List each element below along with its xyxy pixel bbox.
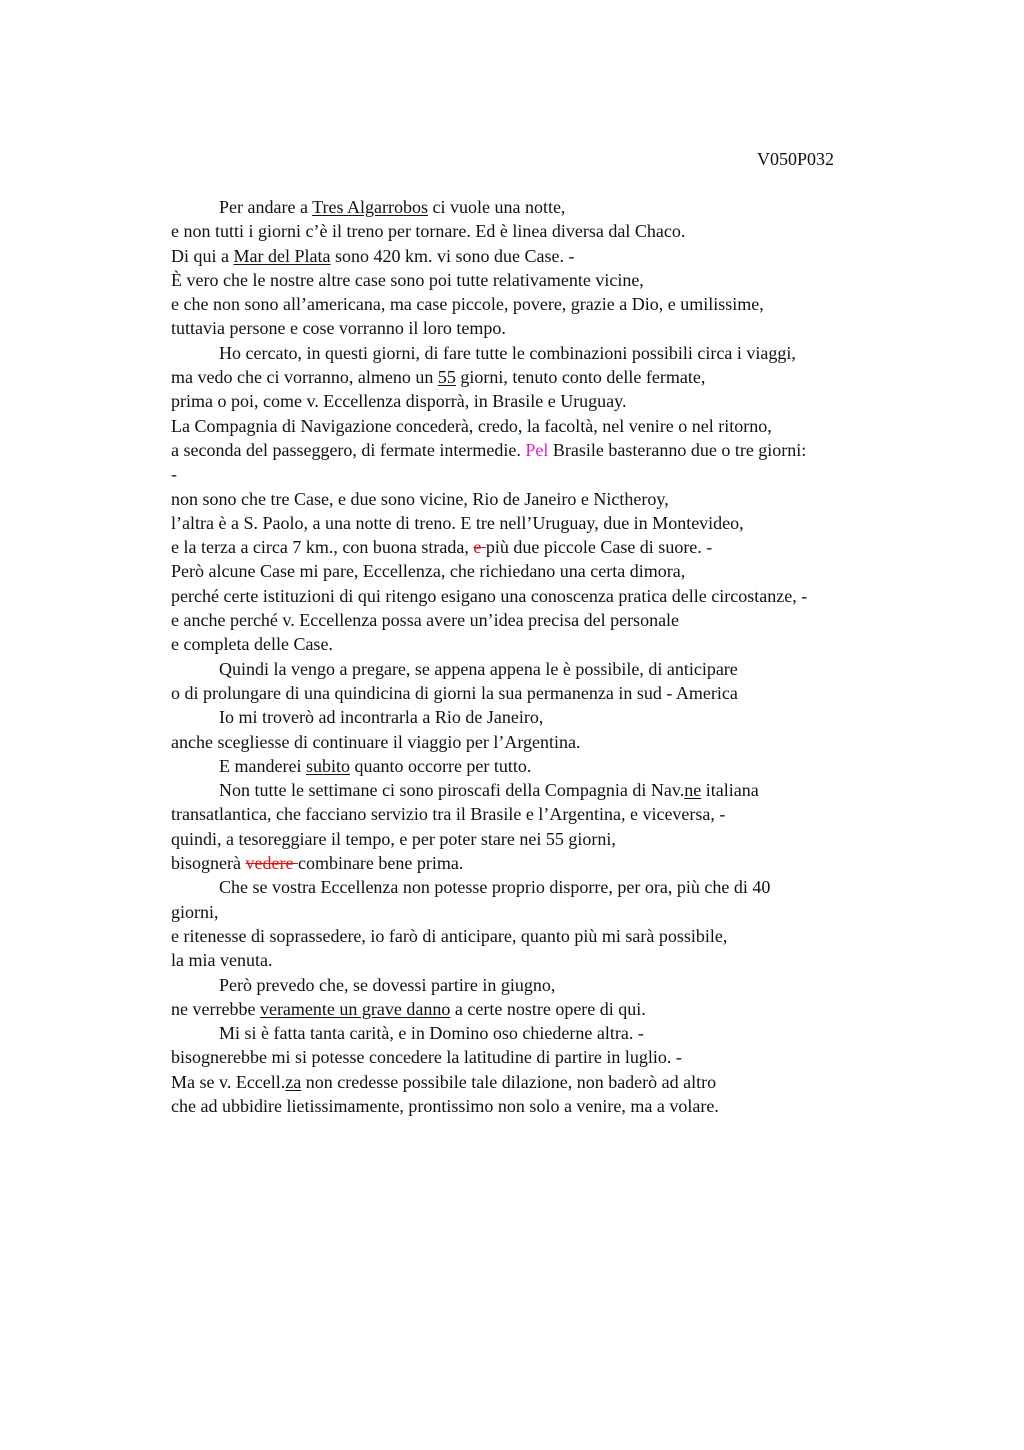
text-line: e che non sono all’americana, ma case piccole, povere, grazie a Dio, e umilissime, xyxy=(171,294,764,315)
text-line: l’altra è a S. Paolo, a una notte di treno. E tre nell’Uruguay, due in Montevideo, xyxy=(171,512,744,533)
letter-body xyxy=(171,195,911,1118)
text-line: giorni, xyxy=(171,901,219,922)
text-line: È vero che le nostre altre case sono poi tutte relativamente vicine, xyxy=(171,269,644,290)
text-line: anche scegliesse di continuare il viaggio per l’Argentina. xyxy=(171,731,581,752)
text-line: Però alcune Case mi pare, Eccellenza, che richiedano una certa dimora, xyxy=(171,561,686,582)
text-line: Per andare a Tres Algarrobos ci vuole una notte, xyxy=(219,197,566,217)
text-line: Ho cercato, in questi giorni, di fare tutte le combinazioni possibili circa i viaggi, xyxy=(219,342,796,363)
text-line: e anche perché v. Eccellenza possa avere un’idea precisa del personale xyxy=(171,610,680,631)
text-line: che ad ubbidire lietissimamente, prontissimo non solo a venire, ma a volare. xyxy=(171,1095,719,1116)
text-line: e non tutti i giorni c’è il treno per tornare. Ed è linea diversa dal Chaco. xyxy=(171,221,686,242)
text-line: Non tutte le settimane ci sono piroscafi della Compagnia di Nav.ne italiana xyxy=(219,780,759,801)
text-line: e la terza a circa 7 km., con buona strada, e più due piccole Case di suore. - xyxy=(171,537,713,558)
text-line: Però prevedo che, se dovessi partire in giugno, xyxy=(219,974,556,995)
deleted-text: e xyxy=(473,537,486,558)
text-line: bisognerà vedere combinare bene prima. xyxy=(171,853,464,874)
text-line: non sono che tre Case, e due sono vicine, Rio de Janeiro e Nictheroy, xyxy=(171,488,669,509)
underlined-place-name: Mar del Plata xyxy=(233,245,331,266)
text-line: o di prolungare di una quindicina di giorni la sua permanenza in sud - America xyxy=(171,682,738,703)
text-line: tuttavia persone e cose vorranno il loro tempo. xyxy=(171,318,506,339)
underlined-number: 55 xyxy=(437,367,456,388)
underlined-abbreviation: za xyxy=(285,1071,302,1092)
text-line: a seconda del passeggero, di fermate intermedie. Pel Brasile basteranno due o tre giorni: xyxy=(171,439,807,460)
text-line: quindi, a tesoreggiare il tempo, e per poter stare nei 55 giorni, xyxy=(171,828,616,849)
document-id: V050P032 xyxy=(757,149,835,169)
underlined-word: subito xyxy=(305,755,350,776)
text-line: - xyxy=(171,464,177,485)
text-line: ne verrebbe veramente un grave danno a certe nostre opere di qui. xyxy=(171,998,646,1019)
text-line: E manderei subito quanto occorre per tutto. xyxy=(219,755,532,776)
text-line: Quindi la vengo a pregare, se appena appena le è possibile, di anticipare xyxy=(219,658,738,679)
text-line: perché certe istituzioni di qui ritengo esigano una conoscenza pratica delle circostanze, - xyxy=(171,585,808,606)
underlined-place-name: Tres Algarrobos xyxy=(312,197,428,217)
text-line: Che se vostra Eccellenza non potesse proprio disporre, per ora, più che di 40 xyxy=(219,877,771,898)
text-line: Di qui a Mar del Plata sono 420 km. vi sono due Case. - xyxy=(171,245,575,266)
underlined-abbreviation: ne xyxy=(684,780,702,801)
text-line: prima o poi, come v. Eccellenza disporrà, in Brasile e Uruguay. xyxy=(171,391,627,412)
text-line: La Compagnia di Navigazione concederà, credo, la facoltà, nel venire o nel ritorno, xyxy=(171,415,772,436)
text-line: ma vedo che ci vorranno, almeno un 55 giorni, tenuto conto delle fermate, xyxy=(171,367,706,388)
underlined-phrase: veramente un grave danno xyxy=(259,998,451,1019)
text-line: transatlantica, che facciano servizio tra il Brasile e l’Argentina, e viceversa, - xyxy=(171,804,726,825)
highlighted-word: Pel xyxy=(525,439,549,460)
text-line: Mi si è fatta tanta carità, e in Domino oso chiederne altra. - xyxy=(219,1023,644,1044)
text-line: e ritenesse di soprassedere, io farò di anticipare, quanto più mi sarà possibile, xyxy=(171,925,728,946)
text-line: bisognerebbe mi si potesse concedere la latitudine di partire in luglio. - xyxy=(171,1047,682,1068)
deleted-text: vedere xyxy=(245,853,298,874)
text-line: Ma se v. Eccell.za non credesse possibile tale dilazione, non baderò ad altro xyxy=(171,1071,717,1092)
text-line: e completa delle Case. xyxy=(171,634,333,655)
text-line: la mia venuta. xyxy=(171,950,273,971)
text-line: Io mi troverò ad incontrarla a Rio de Janeiro, xyxy=(219,707,544,728)
